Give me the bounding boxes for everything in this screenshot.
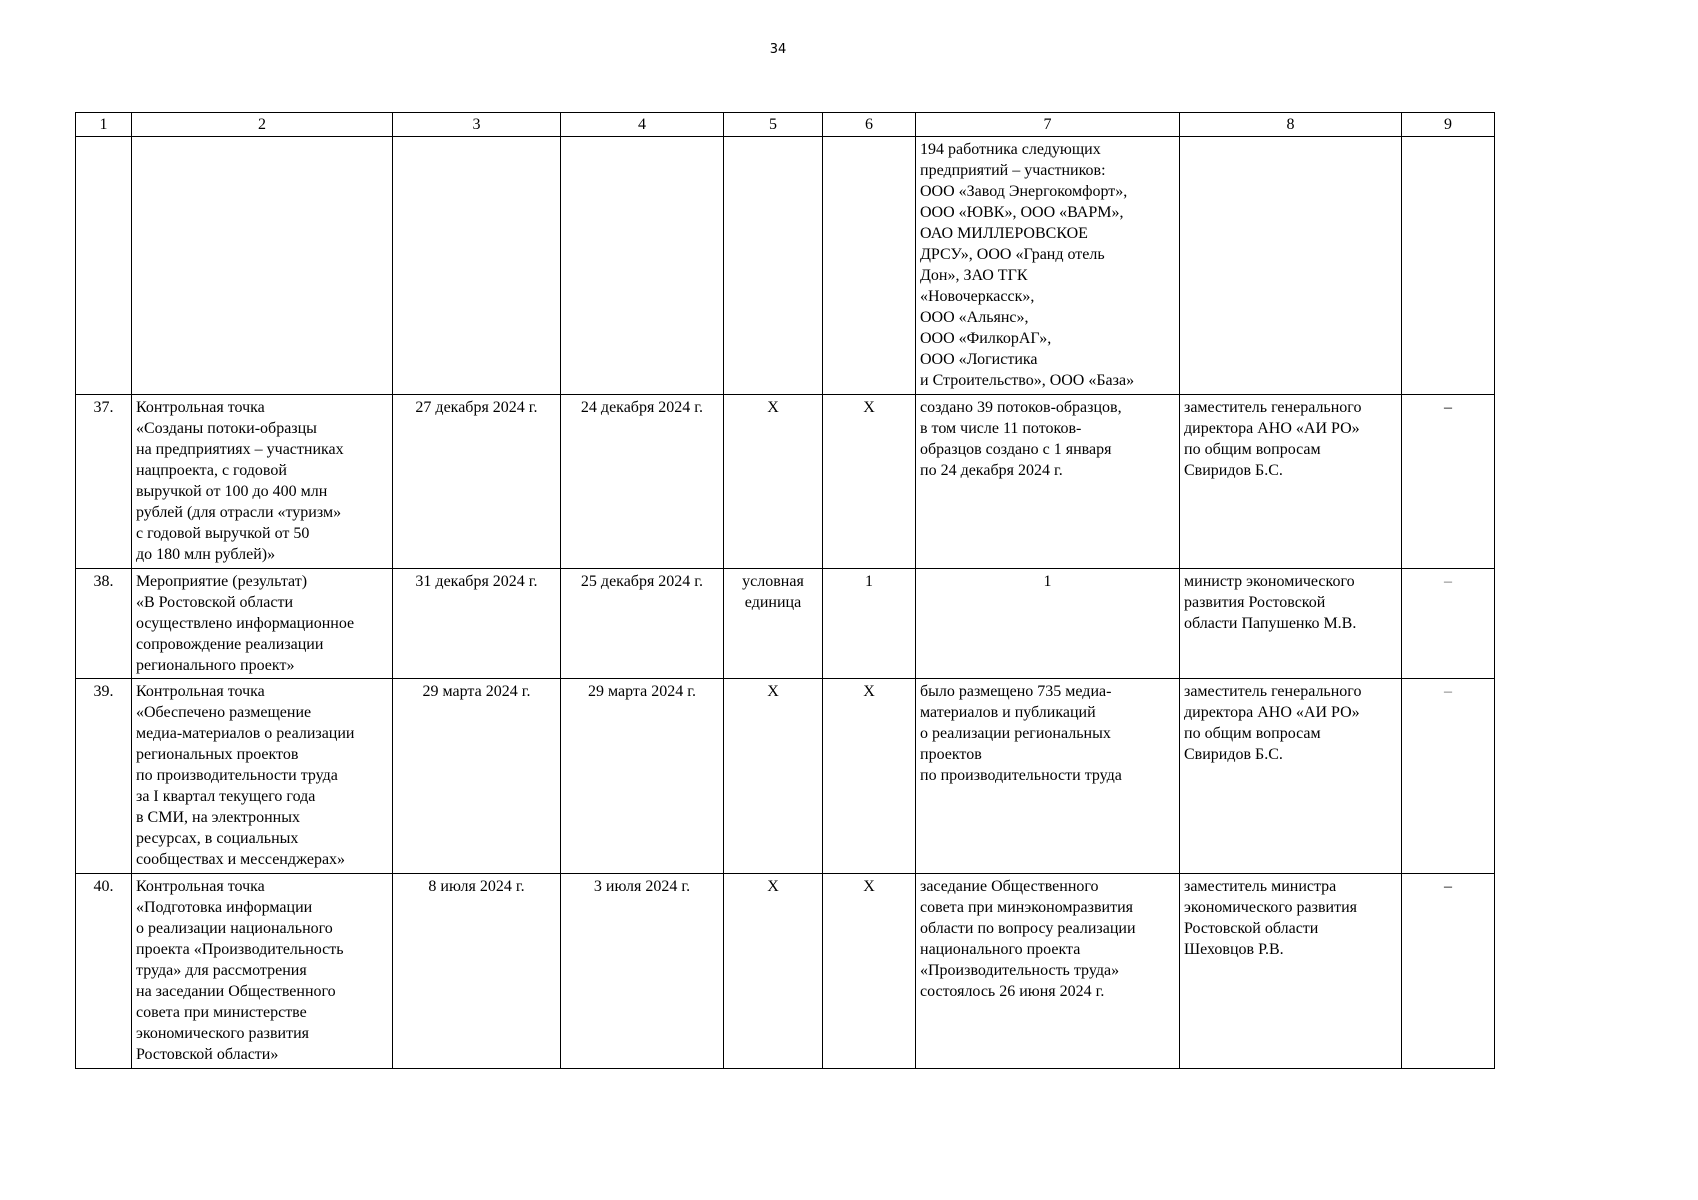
column-number-7: 7 <box>916 113 1180 137</box>
item-name: Контрольная точка «Подготовка информации о реализации национального проекта «Производительность труда» для рассмотрения на заседании Общественного совета при министерстве экономического развития Ростовской области» <box>132 874 393 1069</box>
plan-value: Х <box>823 874 916 1069</box>
responsible: заместитель генерального директора АНО «АИ РО» по общим вопросам Свиридов Б.С. <box>1180 395 1402 569</box>
item-name: Контрольная точка «Созданы потоки-образцы на предприятиях – участниках нацпроекта, с годовой выручкой от 100 до 400 млн рублей (для отрасли «туризм» с годовой выручкой от 50 до 180 млн рублей)» <box>132 395 393 569</box>
cell-empty <box>823 137 916 395</box>
responsible: заместитель министра экономического развития Ростовской области Шеховцов Р.В. <box>1180 874 1402 1069</box>
plan-date: 29 марта 2024 г. <box>393 679 561 874</box>
cell-empty <box>76 137 132 395</box>
table-row <box>76 569 1495 679</box>
cell-empty <box>724 137 823 395</box>
column-number-row <box>76 113 1495 137</box>
note: – <box>1402 874 1495 1069</box>
plan-value: Х <box>823 395 916 569</box>
continuation-row <box>76 137 1495 395</box>
column-number-4: 4 <box>561 113 724 137</box>
note: – <box>1402 679 1495 874</box>
note: – <box>1402 395 1495 569</box>
plan-value: 1 <box>823 569 916 679</box>
page-number: 34 <box>769 42 787 57</box>
row-number: 40. <box>76 874 132 1069</box>
unit: условная единица <box>724 569 823 679</box>
table-row <box>76 679 1495 874</box>
result-cell: было размещено 735 медиа- материалов и публикаций о реализации региональных проектов по производительности труда <box>916 679 1180 874</box>
column-number-5: 5 <box>724 113 823 137</box>
result-cell: заседание Общественного совета при минэкономразвития области по вопросу реализации национального проекта «Производительность труда» состоялось 26 июня 2024 г. <box>916 874 1180 1069</box>
cell-empty <box>561 137 724 395</box>
unit: Х <box>724 679 823 874</box>
plan-date: 8 июля 2024 г. <box>393 874 561 1069</box>
plan-value: Х <box>823 679 916 874</box>
fact-date: 24 декабря 2024 г. <box>561 395 724 569</box>
item-name: Мероприятие (результат) «В Ростовской области осуществлено информационное сопровождение реализации регионального проект» <box>132 569 393 679</box>
cell-empty <box>132 137 393 395</box>
column-number-1: 1 <box>76 113 132 137</box>
row-number: 39. <box>76 679 132 874</box>
plan-date: 27 декабря 2024 г. <box>393 395 561 569</box>
cell-empty <box>393 137 561 395</box>
row-number: 37. <box>76 395 132 569</box>
plan-date: 31 декабря 2024 г. <box>393 569 561 679</box>
note: – <box>1402 569 1495 679</box>
responsible: министр экономического развития Ростовской области Папушенко М.В. <box>1180 569 1402 679</box>
cell-empty <box>1402 137 1495 395</box>
column-number-6: 6 <box>823 113 916 137</box>
table-row <box>76 395 1495 569</box>
column-number-3: 3 <box>393 113 561 137</box>
fact-date: 3 июля 2024 г. <box>561 874 724 1069</box>
column-number-2: 2 <box>132 113 393 137</box>
unit: Х <box>724 395 823 569</box>
responsible: заместитель генерального директора АНО «АИ РО» по общим вопросам Свиридов Б.С. <box>1180 679 1402 874</box>
report-table <box>75 112 1495 1069</box>
result-cell: 1 <box>916 569 1180 679</box>
cell-empty <box>1180 137 1402 395</box>
column-number-8: 8 <box>1180 113 1402 137</box>
column-number-9: 9 <box>1402 113 1495 137</box>
table-row <box>76 874 1495 1069</box>
result-cell: 194 работника следующих предприятий – участников: ООО «Завод Энергокомфорт», ООО «ЮВК», ООО «ВАРМ», ОАО МИЛЛЕРОВСКОЕ ДРСУ», ООО «Гранд отель Дон», ЗАО ТГК «Новочеркасск», ООО «Альянс», ООО «ФилкорАГ», ООО «Логистика и Строительство», ООО «База» <box>916 137 1180 395</box>
item-name: Контрольная точка «Обеспечено размещение медиа-материалов о реализации региональных проектов по производительности труда за I квартал текущего года в СМИ, на электронных ресурсах, в социальных сообществах и мессенджерах» <box>132 679 393 874</box>
fact-date: 29 марта 2024 г. <box>561 679 724 874</box>
fact-date: 25 декабря 2024 г. <box>561 569 724 679</box>
result-cell: создано 39 потоков-образцов, в том числе 11 потоков- образцов создано с 1 января по 24 декабря 2024 г. <box>916 395 1180 569</box>
unit: Х <box>724 874 823 1069</box>
row-number: 38. <box>76 569 132 679</box>
